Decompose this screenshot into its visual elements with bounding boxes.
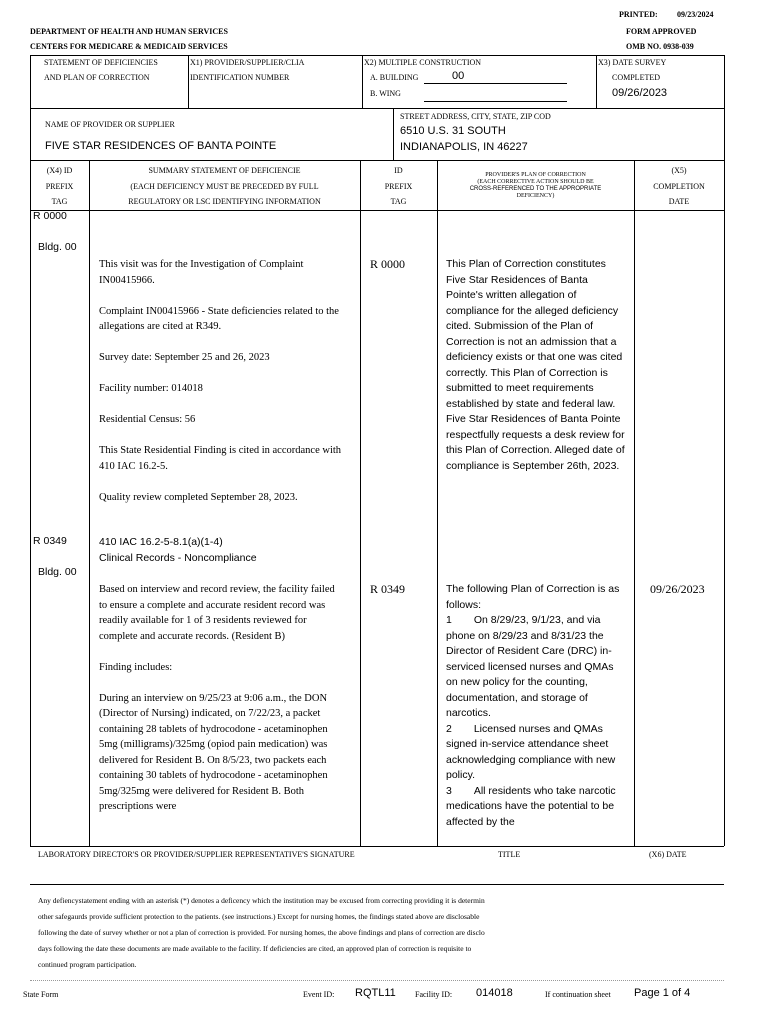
facility-id-value: 014018 <box>476 987 513 999</box>
x5-header: (X5) <box>671 166 687 175</box>
signature-label: LABORATORY DIRECTOR'S OR PROVIDER/SUPPLIER REPRESENTATIVE'S SIGNATURE <box>38 850 355 859</box>
page-number: Page 1 of 4 <box>634 987 691 999</box>
id-tag-header: TAG <box>390 197 407 206</box>
poc-intro: The following Plan of Correction is as follows: <box>446 583 620 611</box>
bldg-label-1: Bldg. 00 <box>38 241 77 253</box>
tag-r0000: R 0000 <box>33 210 67 222</box>
state-form-label: State Form <box>23 990 59 999</box>
provider-name-label: NAME OF PROVIDER OR SUPPLIER <box>45 120 175 129</box>
summary-para: Based on interview and record review, the facility failed to ensure a complete and accurate resident record was readily available for 1 of 3 residents reviewed for complete and accurate records. (Resident B) <box>99 584 335 642</box>
address-line-2: INDIANAPOLIS, IN 46227 <box>400 141 528 153</box>
continuation-label: If continuation sheet <box>545 990 611 999</box>
form-approved: FORM APPROVED <box>626 27 697 36</box>
printed-date: 09/23/2024 <box>677 10 714 19</box>
bldg-label-2: Bldg. 00 <box>38 566 77 578</box>
event-id-value: RQTL11 <box>355 987 396 999</box>
survey-date: 09/26/2023 <box>612 87 668 99</box>
footnote: Any defiencystatement ending with an asterisk (*) denotes a deficency which the institution may be excused from correcting providing it is determin other safegaurds provide sufficient protection to the patients. (see instructions.) Except for nursing homes, the findings stated above are disclosable following the date of survey whether or not a plan of correction is provided. For nursing homes, the above findings and plans of correction are disclo days following the date these documents are made available to the facility. If deficiencies are cited, an approved plan of correction is requisite to continued program participation. <box>38 896 485 969</box>
poc-header: PROVIDER'S PLAN OF CORRECTION (EACH CORRECTIVE ACTION SHOULD BE CROSS-REFERENCED TO THE APPROPRIATE DEFICIENCY) <box>469 172 602 199</box>
x1-id-label: IDENTIFICATION NUMBER <box>190 73 290 82</box>
summary-block-1 <box>99 257 344 505</box>
summary-para: Residential Census: 56 <box>99 414 196 425</box>
regulation-citation: 410 IAC 16.2-5-8.1(a)(1-4) Clinical Records - Noncompliance <box>99 536 257 564</box>
building-value: 00 <box>452 70 465 82</box>
summary-para: Complaint IN00415966 - State deficiencies related to the allegations are cited at R349. <box>99 305 339 332</box>
centers-title: CENTERS FOR MEDICARE & MEDICAID SERVICES <box>30 42 228 51</box>
summary-header-1: SUMMARY STATEMENT OF DEFICIENCIE <box>148 166 301 175</box>
x5-completion-header: COMPLETION <box>653 182 705 191</box>
poc-item: 2 Licensed nurses and QMAs signed in-service attendance sheet acknowledging compliance with new policy. <box>446 722 616 781</box>
title-label: TITLE <box>498 850 521 859</box>
x1-label: X1) PROVIDER/SUPPLIER/CLIA <box>190 58 305 67</box>
x5-date-header: DATE <box>668 197 690 206</box>
poc-item: 1 On 8/29/23, 9/1/23, and via phone on 8/29/23 and 8/31/23 the Director of Resident Care (DRC) in-serviced licensed nurses and QMAs on new policy for the counting, documentation, and storage of narcotics. <box>446 614 614 719</box>
provider-name: FIVE STAR RESIDENCES OF BANTA POINTE <box>45 140 277 152</box>
printed-label: PRINTED: <box>619 10 658 19</box>
completion-date: 09/26/2023 <box>650 582 705 596</box>
x4-prefix-header: PREFIX <box>45 182 74 191</box>
event-id-label: Event ID: <box>303 990 335 999</box>
x3-label: X3) DATE SURVEY <box>598 58 667 67</box>
x3-completed: COMPLETED <box>612 73 660 82</box>
poc-block-1: This Plan of Correction constitutes Five Star Residences of Banta Pointe's written allegation of compliance for the alleged deficiency cited. Submission of the Plan of Correction is not an admission that a deficiency exists or that one was cited correctly. This Plan of Correction is submitted to meet requirements established by state and federal law. Five Star Residences of Banta Pointe respectfully requests a desk review for this Plan of Correction. Alleged date of compliance is September 26th, 2023. <box>446 258 625 472</box>
poc-item: 3 All residents who take narcotic medications have the potential to be affected by the <box>446 784 616 828</box>
address-label: STREET ADDRESS, CITY, STATE, ZIP COD <box>400 112 551 121</box>
id-tag-r0349: R 0349 <box>370 582 406 596</box>
summary-para: Survey date: September 25 and 26, 2023 <box>99 352 270 363</box>
summary-para: This State Residential Finding is cited in accordance with 410 IAC 16.2-5. <box>99 445 342 472</box>
id-header: ID <box>394 166 403 175</box>
x2-label: X2) MULTIPLE CONSTRUCTION <box>364 58 482 67</box>
id-prefix-header: PREFIX <box>384 182 413 191</box>
tag-r0349: R 0349 <box>33 535 67 547</box>
stmt-label-2: AND PLAN OF CORRECTION <box>44 73 150 82</box>
x6-date-label: (X6) DATE <box>649 850 687 859</box>
summary-header-3: REGULATORY OR LSC IDENTIFYING INFORMATION <box>128 197 321 206</box>
address-line-1: 6510 U.S. 31 SOUTH <box>400 125 506 137</box>
summary-para: Facility number: 014018 <box>99 383 203 394</box>
building-label: A. BUILDING <box>370 73 419 82</box>
facility-id-label: Facility ID: <box>415 990 453 999</box>
id-tag-r0000: R 0000 <box>370 257 406 271</box>
summary-para: During an interview on 9/25/23 at 9:06 a.m., the DON (Director of Nursing) indicated, on 7/22/23, a packet containing 28 tablets of hydrocodone - acetaminophen 5mg (milligrams)/325mg (opiod pain medication) was delivered for Resident B. On 8/5/23, two packets each containing 30 tablets of hydrocodone - acetaminophen 5mg/325mg were delivered for Resident B. Both prescriptions were <box>99 692 328 812</box>
summary-para: Finding includes: <box>99 661 173 673</box>
summary-para: This visit was for the Investigation of Complaint IN00415966. <box>99 259 304 286</box>
stmt-label-1: STATEMENT OF DEFICIENCIES <box>44 58 158 67</box>
omb-number: OMB NO. 0938-039 <box>626 42 694 51</box>
x4-id-header: (X4) ID <box>46 166 73 175</box>
dept-title: DEPARTMENT OF HEALTH AND HUMAN SERVICES <box>30 27 228 36</box>
wing-label: B. WING <box>370 89 401 98</box>
summary-header-2: (EACH DEFICIENCY MUST BE PRECEDED BY FULL <box>130 182 319 191</box>
summary-block-2 <box>99 582 344 815</box>
summary-para: Quality review completed September 28, 2023. <box>99 491 298 503</box>
x4-tag-header: TAG <box>51 197 68 206</box>
poc-block-2 <box>446 582 626 830</box>
